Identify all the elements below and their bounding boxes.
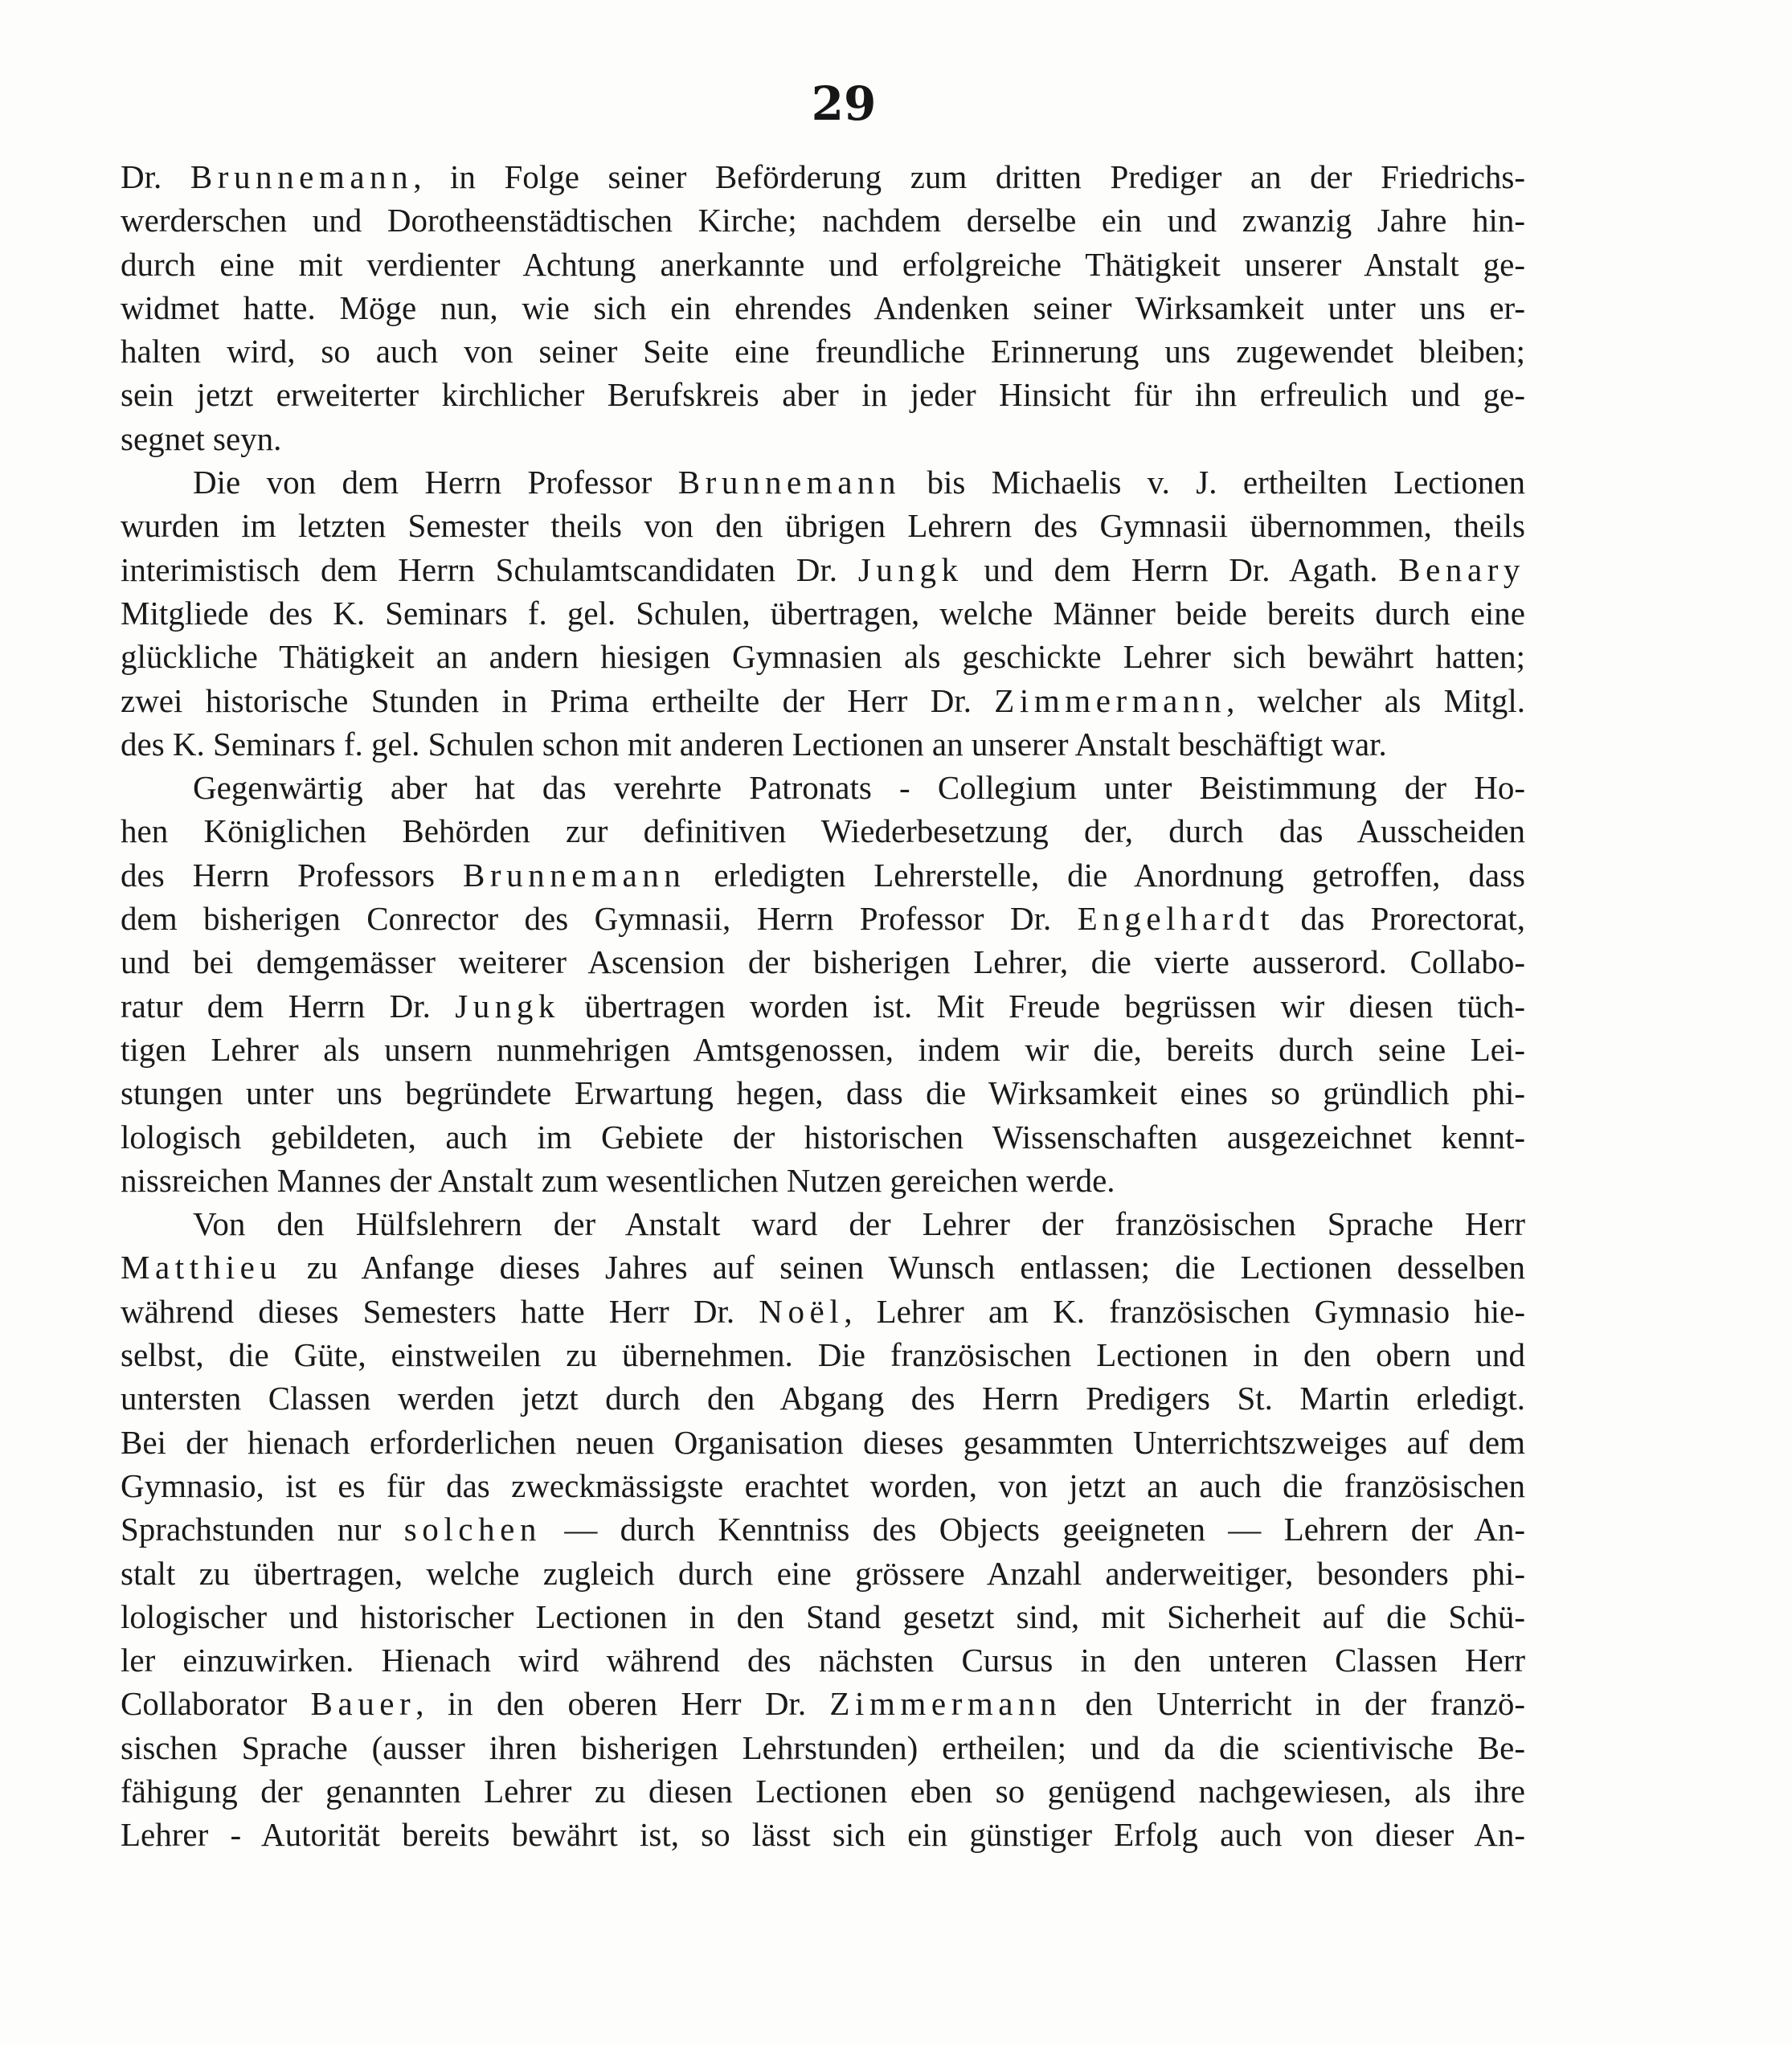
text-line: Von den Hülfslehrern der Anstalt ward der Lehrer der französischen Sprache Herr — [193, 1205, 1525, 1243]
spaced-name: Zimmermann — [994, 681, 1227, 719]
text-line: Bei der hienach erforderlichen neuen Organisation dieses gesammten Unterrichtszweiges auf dem — [121, 1423, 1525, 1461]
spaced-name: Matthieu — [121, 1249, 282, 1286]
text-line: lologisch gebildeten, auch im Gebiete der historischen Wissenschaften ausgezeichnet kennt- — [121, 1118, 1525, 1155]
spaced-name: Brunnemann — [462, 856, 686, 894]
text-line: stungen unter uns begründete Erwartung hegen, dass die Wirksamkeit eines so gründlich phi- — [121, 1074, 1525, 1112]
text-line: und bei demgemässer weiterer Ascension der bisherigen Lehrer, die vierte ausserord. Collabo- — [121, 943, 1525, 981]
text-line: sischen Sprache (ausser ihren bisherigen Lehrstunden) ertheilen; und da die scientivische Be- — [121, 1728, 1525, 1766]
text-line: Lehrer - Autorität bereits bewährt ist, so lässt sich ein günstiger Erfolg auch von dieser An- — [121, 1816, 1525, 1854]
spaced-name: Brunnemann — [677, 464, 902, 501]
spaced-name: solchen — [403, 1511, 542, 1548]
text-line: während dieses Semesters hatte Herr Dr. Noël, Lehrer am K. französischen Gymnasio hie- — [121, 1292, 1525, 1330]
text-line: Gegenwärtig aber hat das verehrte Patronats - Collegium unter Beistimmung der Ho- — [193, 769, 1525, 807]
text-line: hen Königlichen Behörden zur definitiven Wiederbesetzung der, durch das Ausscheiden — [121, 812, 1525, 850]
body-text — [121, 155, 1525, 1857]
text-line: des Herrn Professors Brunnemann erledigten Lehrerstelle, die Anordnung getroffen, dass — [121, 856, 1525, 894]
text-line: interimistisch dem Herrn Schulamtscandidaten Dr. Jungk und dem Herrn Dr. Agath. Benary — [121, 550, 1525, 588]
spaced-name: Zimmermann — [829, 1685, 1062, 1723]
text-line: Sprachstunden nur solchen — durch Kenntniss des Objects geeigneten — Lehrern der An- — [121, 1511, 1525, 1548]
text-line: selbst, die Güte, einstweilen zu übernehmen. Die französischen Lectionen in den obern und — [121, 1336, 1525, 1374]
text-line: tigen Lehrer als unsern nunmehrigen Amtsgenossen, indem wir die, bereits durch seine Lei- — [121, 1030, 1525, 1068]
text-line: untersten Classen werden jetzt durch den Abgang des Herrn Predigers St. Martin erledigt. — [121, 1380, 1525, 1417]
text-line: Die von dem Herrn Professor Brunnemann bis Michaelis v. J. ertheilten Lectionen — [193, 464, 1525, 501]
text-line: lologischer und historischer Lectionen in den Stand gesetzt sind, mit Sicherheit auf die Schü- — [121, 1597, 1525, 1635]
text-line: Dr. Brunnemann, in Folge seiner Beförderung zum dritten Prediger an der Friedrichs- — [121, 158, 1525, 195]
text-line: glückliche Thätigkeit an andern hiesigen Gymnasien als geschickte Lehrer sich bewährt hatten; — [121, 638, 1525, 676]
spaced-name: Brunnemann — [190, 158, 414, 195]
spaced-name: Engelhardt — [1077, 900, 1275, 938]
text-line: durch eine mit verdienter Achtung anerkannte und erfolgreiche Thätigkeit unserer Anstalt ge- — [121, 245, 1525, 283]
text-line: Gymnasio, ist es für das zweckmässigste erachtet worden, von jetzt an auch die französischen — [121, 1466, 1525, 1504]
text-line: des K. Seminars f. gel. Schulen schon mit anderen Lectionen an unserer Anstalt beschäftigt war. — [121, 725, 1387, 763]
spaced-name: Bauer — [310, 1685, 416, 1723]
page-number: 29 — [811, 76, 877, 131]
spaced-name: Jungk — [857, 550, 964, 588]
text-line: halten wird, so auch von seiner Seite eine freundliche Erinnerung uns zugewendet bleiben; — [121, 333, 1525, 370]
text-line: Collaborator Bauer, in den oberen Herr Dr. Zimmermann den Unterricht in der franzö- — [121, 1685, 1525, 1723]
spaced-name: Jungk — [455, 987, 560, 1025]
text-line: wurden im letzten Semester theils von den übrigen Lehrern des Gymnasii übernommen, theils — [121, 507, 1525, 545]
spaced-name: Benary — [1398, 550, 1525, 588]
spaced-name: Noël — [759, 1292, 845, 1330]
text-line: werderschen und Dorotheenstädtischen Kirche; nachdem derselbe ein und zwanzig Jahre hin- — [121, 202, 1525, 239]
text-line: zwei historische Stunden in Prima ertheilte der Herr Dr. Zimmermann, welcher als Mitgl. — [121, 681, 1525, 719]
text-line: segnet seyn. — [121, 419, 282, 457]
text-line: fähigung der genannten Lehrer zu diesen Lectionen eben so genügend nachgewiesen, als ihre — [121, 1772, 1525, 1810]
text-line: stalt zu übertragen, welche zugleich durch eine grössere Anzahl anderweitiger, besonders phi- — [121, 1554, 1525, 1592]
text-line: Mitgliede des K. Seminars f. gel. Schulen, übertragen, welche Männer beide bereits durch eine — [121, 594, 1525, 632]
text-line: widmet hatte. Möge nun, wie sich ein ehrendes Andenken seiner Wirksamkeit unter uns er- — [121, 288, 1525, 326]
text-line: Matthieu zu Anfange dieses Jahres auf seinen Wunsch entlassen; die Lectionen desselben — [121, 1249, 1525, 1286]
text-line: ler einzuwirken. Hienach wird während des nächsten Cursus in den unteren Classen Herr — [121, 1642, 1525, 1679]
text-line: nissreichen Mannes der Anstalt zum wesentlichen Nutzen gereichen werde. — [121, 1161, 1115, 1199]
text-line: ratur dem Herrn Dr. Jungk übertragen worden ist. Mit Freude begrüssen wir diesen tüch- — [121, 987, 1525, 1025]
text-line: sein jetzt erweiterter kirchlicher Berufskreis aber in jeder Hinsicht für ihn erfreulich und ge- — [121, 376, 1525, 414]
text-line: dem bisherigen Conrector des Gymnasii, Herrn Professor Dr. Engelhardt das Prorectorat, — [121, 900, 1525, 938]
